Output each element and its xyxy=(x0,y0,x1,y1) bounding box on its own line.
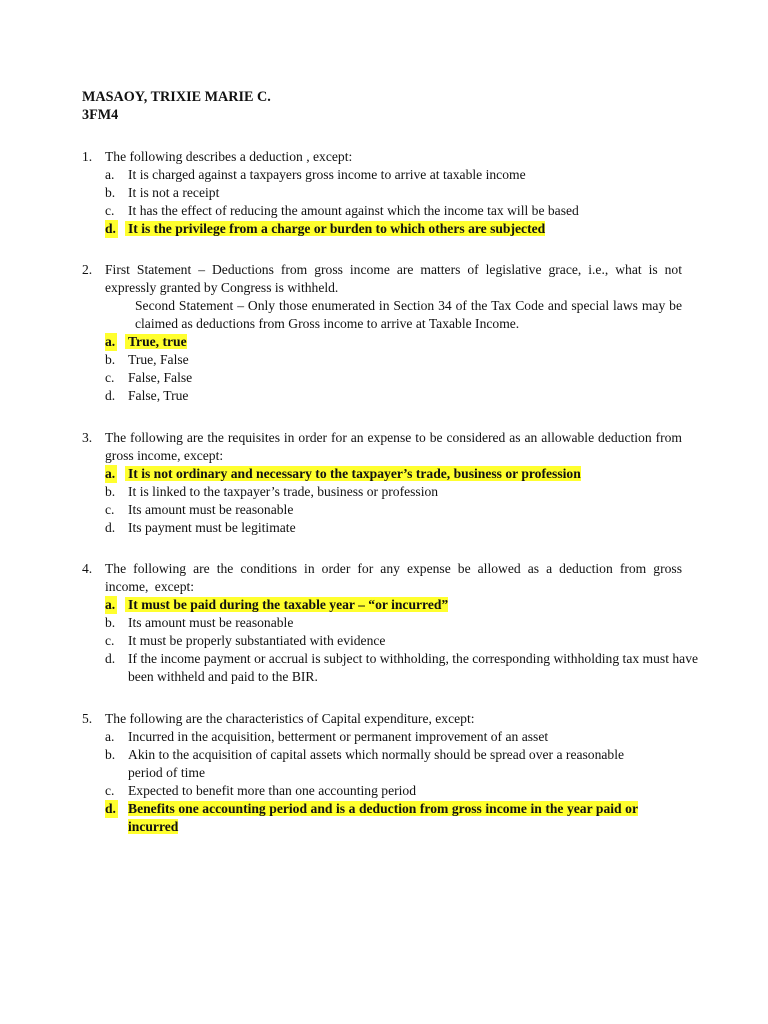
option-a: a. Incurred in the acquisition, betterment or permanent improvement of an asset xyxy=(105,729,549,744)
option-a-answer: a. It is not ordinary and necessary to the taxpayer’s trade, business or profession xyxy=(105,466,581,481)
option-b: b. It is not a receipt xyxy=(105,185,220,200)
option-b: b. Its amount must be reasonable xyxy=(105,615,294,630)
question-stem: The following describes a deduction , except: xyxy=(105,149,353,164)
option-d-answer: d. Benefits one accounting period and is a deduction from gross income in the year paid or incurred xyxy=(105,801,638,834)
option-d: d. Its payment must be legitimate xyxy=(105,520,296,535)
option-b: b. Akin to the acquisition of capital assets which normally should be spread over a reasonable period of time xyxy=(105,747,625,780)
question-number: 5. xyxy=(82,711,93,726)
question-stem: 2. First Statement – Deductions from gross income are matters of legislative grace, i.e., what is not expressly granted by Congress is withheld. xyxy=(82,262,682,295)
question-1 xyxy=(82,148,682,238)
option-d: d. False, True xyxy=(105,388,189,403)
option-c: c. False, False xyxy=(105,370,193,385)
question-stem: 4. The following are the conditions in order for any expense be allowed as a deduction from gross income, except: xyxy=(82,561,682,594)
question-4 xyxy=(82,560,699,686)
question-3 xyxy=(82,429,682,537)
option-c: c. It has the effect of reducing the amount against which the income tax will be based xyxy=(105,203,579,218)
option-a-answer: a. True, true xyxy=(105,334,187,349)
question-number: 4. xyxy=(82,561,93,576)
question-number: 2. xyxy=(82,262,93,277)
option-d-answer: d. It is the privilege from a charge or burden to which others are subjected xyxy=(105,221,546,236)
option-c: c. It must be properly substantiated with evidence xyxy=(105,633,386,648)
question-2 xyxy=(82,261,682,405)
class-section: 3FM4 xyxy=(82,107,119,123)
question-number: 3. xyxy=(82,430,93,445)
student-name: MASAOY, TRIXIE MARIE C. xyxy=(82,89,271,105)
option-b: b. It is linked to the taxpayer’s trade, business or profession xyxy=(105,484,439,499)
question-number: 1. xyxy=(82,149,93,164)
option-b: b. True, False xyxy=(105,352,189,367)
option-a-answer: a. It must be paid during the taxable year – “or incurred” xyxy=(105,597,449,612)
question-stem: 5. The following are the characteristics of Capital expenditure, except: xyxy=(82,711,475,726)
question-stem: 3. The following are the requisites in order for an expense to be considered as an allowable deduction from gross income, except: xyxy=(82,430,682,463)
question-stem-second: Second Statement – Only those enumerated in Section 34 of the Tax Code and special laws may be claimed as deductions from Gross income to arrive at Taxable Income. xyxy=(135,298,682,331)
option-a: a. It is charged against a taxpayers gross income to arrive at taxable income xyxy=(105,167,526,182)
option-d: d. If the income payment or accrual is subject to withholding, the corresponding withholding tax must have been withheld and paid to the BIR. xyxy=(105,651,699,684)
option-c: c. Expected to benefit more than one accounting period xyxy=(105,783,417,798)
option-c: c. Its amount must be reasonable xyxy=(105,502,294,517)
question-5 xyxy=(82,710,682,836)
